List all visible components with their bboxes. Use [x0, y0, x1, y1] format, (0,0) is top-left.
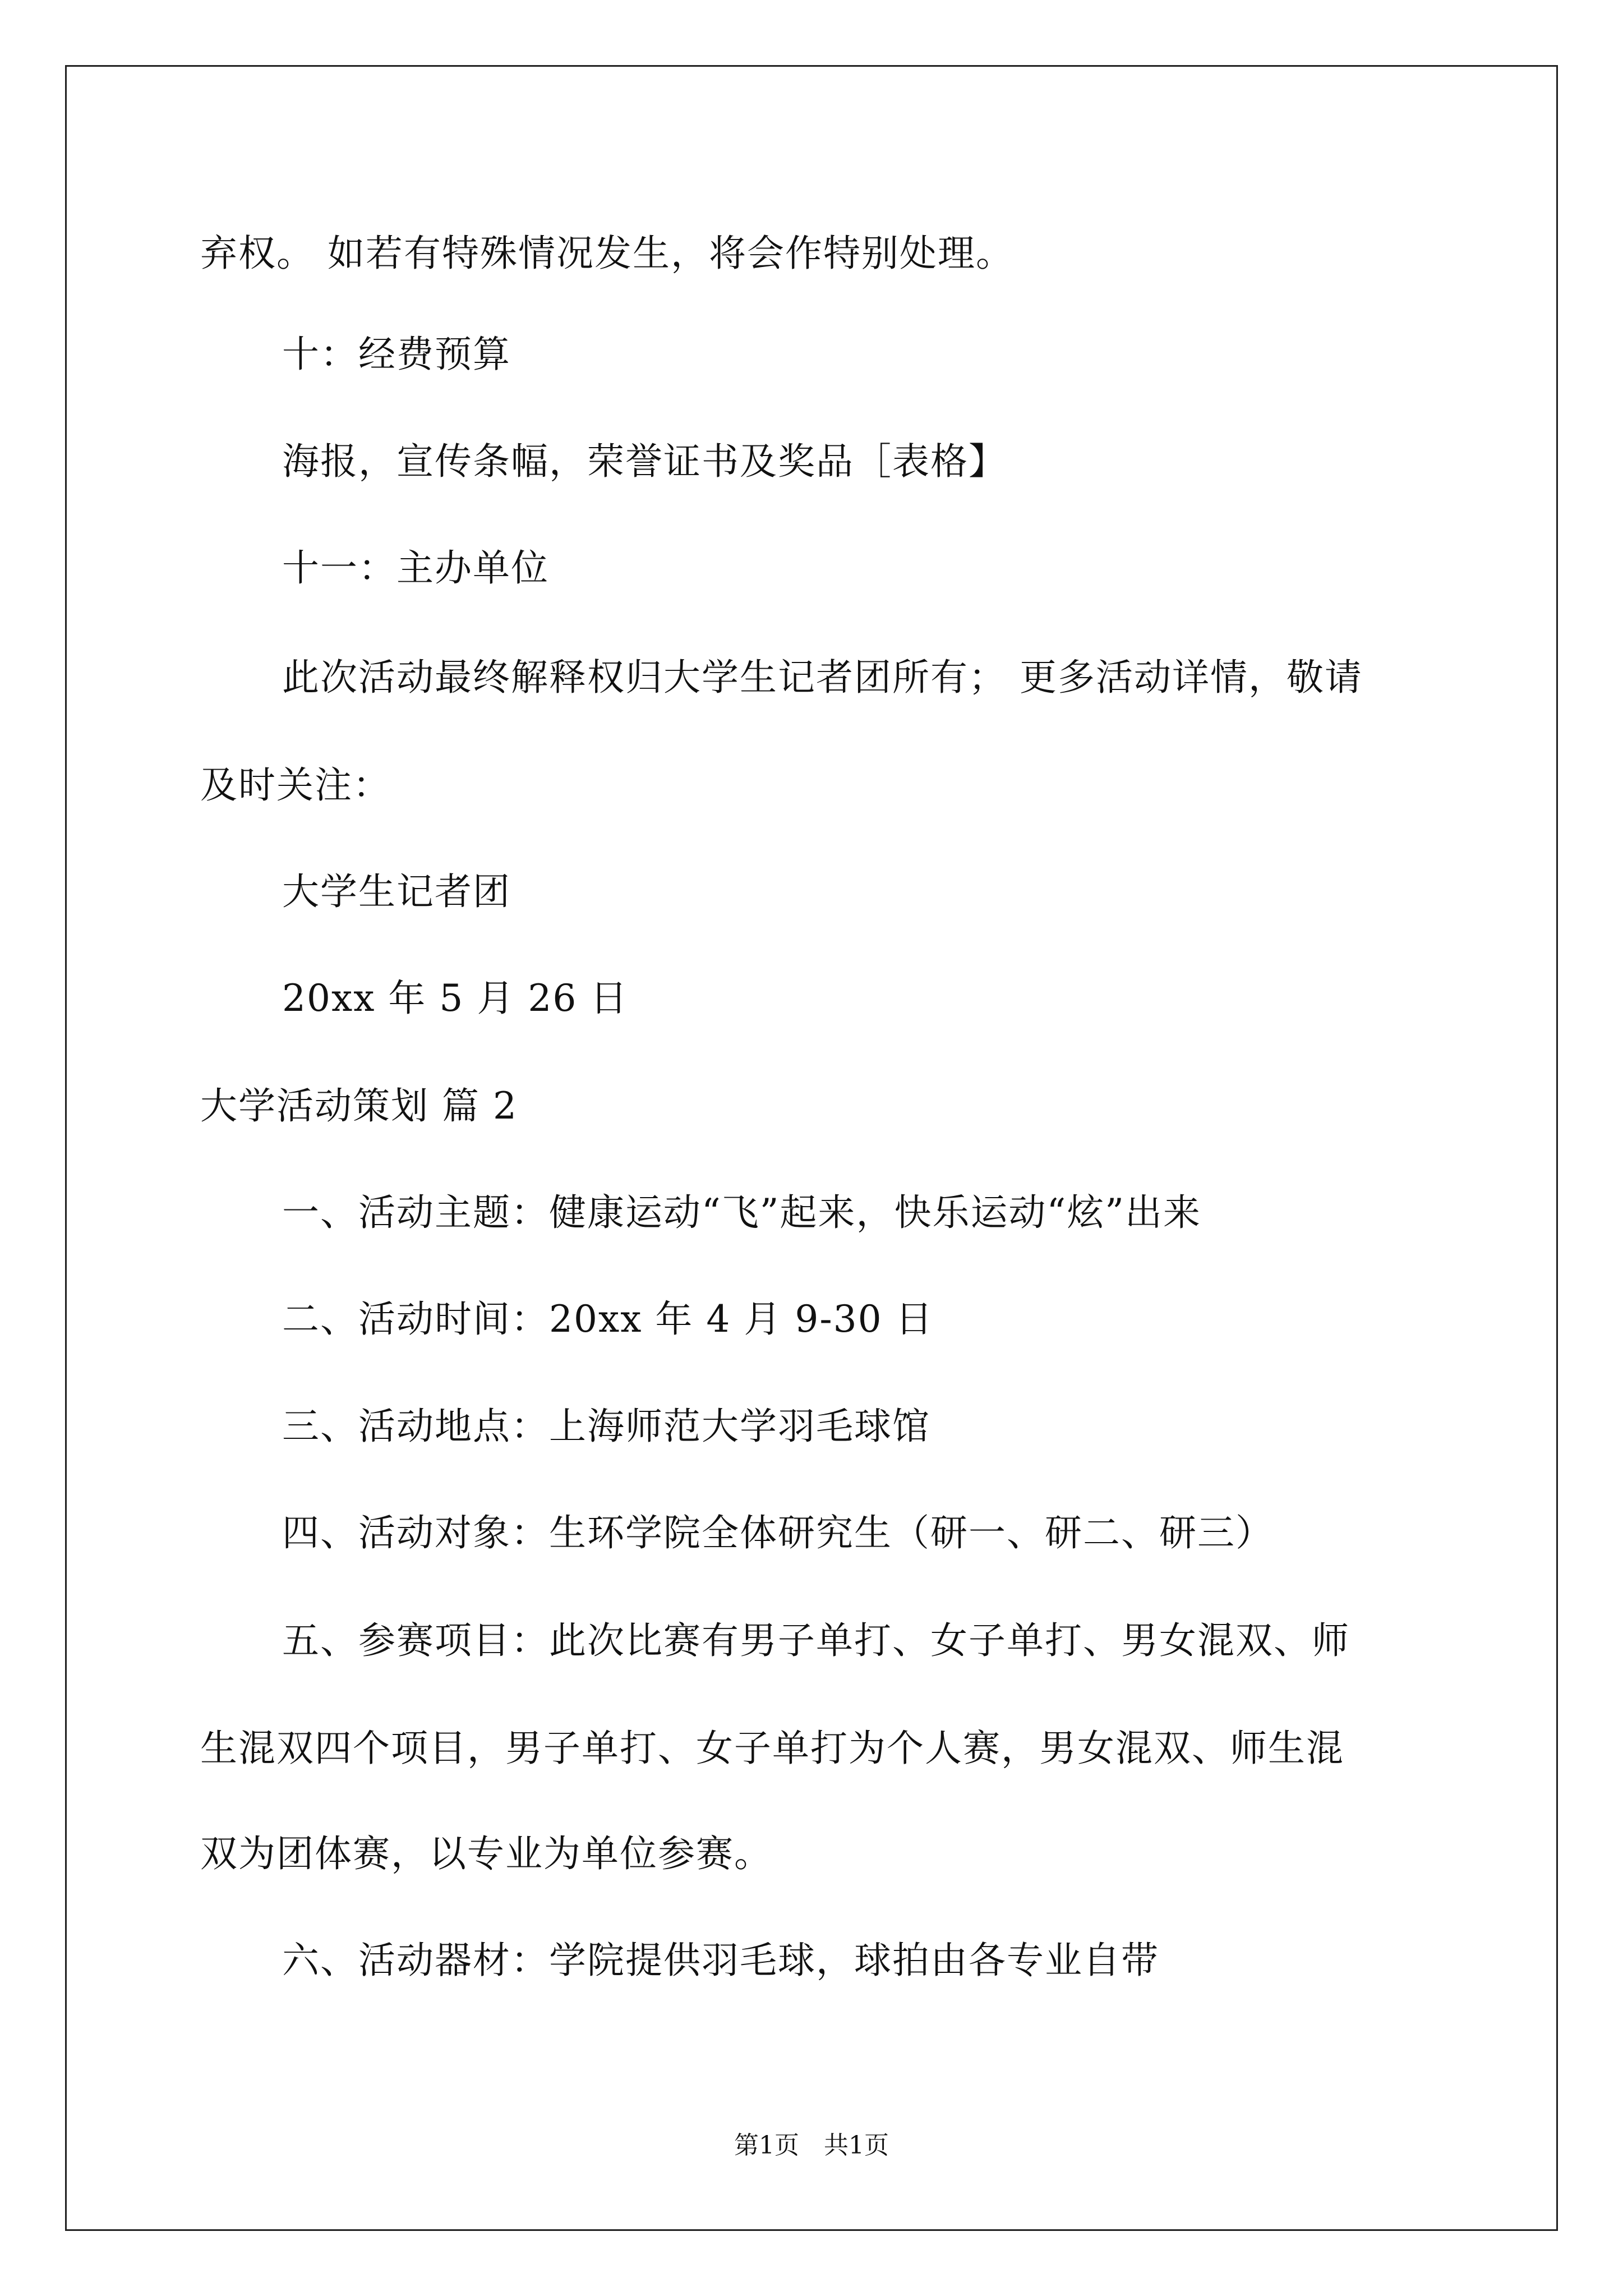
paragraph-line: 此次活动最终解释权归大学生记者团所有； 更多活动详情，敬请 — [282, 656, 1363, 699]
signature-date: 20xx 年 5 月 26 日 — [282, 977, 629, 1020]
paragraph-line: 双为团体赛，以专业为单位参赛。 — [200, 1832, 772, 1875]
list-item: 二、活动时间：20xx 年 4 月 9-30 日 — [282, 1297, 934, 1341]
list-item: 三、活动地点：上海师范大学羽毛球馆 — [282, 1405, 930, 1448]
section-title: 大学活动策划 篇 2 — [200, 1084, 518, 1128]
paragraph-line: 海报，宣传条幅，荣誉证书及奖品［表格】 — [282, 440, 1007, 483]
section-heading: 十：经费预算 — [282, 333, 511, 376]
paragraph-line: 生混双四个项目，男子单打、女子单打为个人赛，男女混双、师生混 — [200, 1727, 1344, 1770]
list-item: 六、活动器材：学院提供羽毛球，球拍由各专业自带 — [282, 1939, 1159, 1982]
list-item: 五、参赛项目：此次比赛有男子单打、女子单打、男女混双、师 — [282, 1619, 1350, 1662]
section-heading: 十一：主办单位 — [282, 546, 549, 590]
paragraph-line: 弃权。 如若有特殊情况发生，将会作特别处理。 — [200, 232, 1014, 275]
page-border — [65, 65, 1558, 2231]
paragraph-line: 及时关注： — [200, 763, 391, 807]
list-item: 一、活动主题：健康运动“飞”起来，快乐运动“炫”出来 — [282, 1191, 1201, 1234]
page-number-footer: 第1页 共1页 — [734, 2131, 889, 2160]
list-item: 四、活动对象：生环学院全体研究生（研一、研二、研三） — [282, 1511, 1274, 1554]
signature-organization: 大学生记者团 — [282, 870, 511, 913]
